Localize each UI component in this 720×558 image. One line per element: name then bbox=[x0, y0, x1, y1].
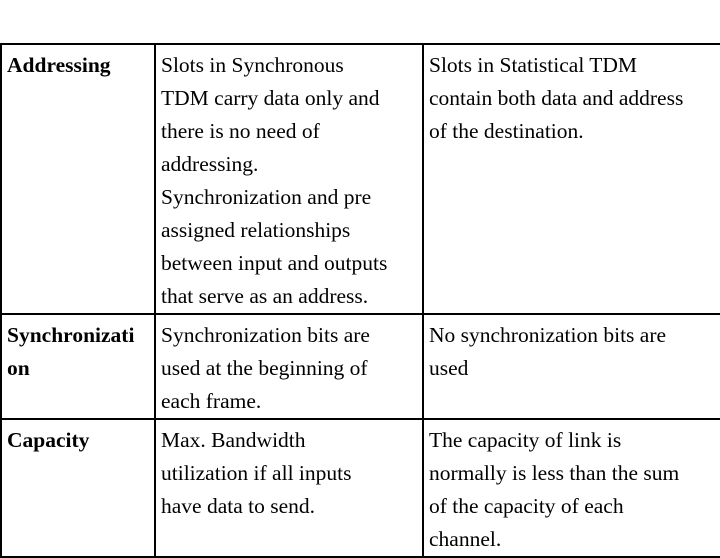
statistical-text-line: contain both data and address bbox=[429, 86, 684, 110]
statistical-cell bbox=[423, 419, 720, 557]
statistical-text-line: The capacity of link is bbox=[429, 428, 622, 452]
synchronous-text-line: Synchronization bits are bbox=[161, 323, 370, 347]
synchronous-cell bbox=[155, 419, 423, 557]
statistical-cell bbox=[423, 314, 720, 419]
feature-label-line: on bbox=[7, 356, 30, 380]
feature-label-line: Synchronizati bbox=[7, 323, 135, 347]
synchronous-text-line: that serve as an address. bbox=[161, 284, 369, 308]
synchronous-text-line: assigned relationships bbox=[161, 218, 351, 242]
synchronous-text-line: there is no need of bbox=[161, 119, 320, 143]
synchronous-text-line: TDM carry data only and bbox=[161, 86, 380, 110]
statistical-text-line: Slots in Statistical TDM bbox=[429, 53, 638, 77]
synchronous-text-line: Slots in Synchronous bbox=[161, 53, 344, 77]
statistical-text-line: channel. bbox=[429, 527, 502, 551]
statistical-text-line: normally is less than the sum bbox=[429, 461, 680, 485]
feature-cell bbox=[1, 44, 155, 314]
synchronous-cell bbox=[155, 44, 423, 314]
statistical-text-line: No synchronization bits are bbox=[429, 323, 667, 347]
statistical-text-line: of the destination. bbox=[429, 119, 584, 143]
table-row-synchronization bbox=[1, 314, 720, 419]
synchronous-text-line: utilization if all inputs bbox=[161, 461, 352, 485]
statistical-text-line: used bbox=[429, 356, 469, 380]
synchronous-text-line: between input and outputs bbox=[161, 251, 388, 275]
comparison-table bbox=[0, 43, 720, 558]
synchronous-text-line: addressing. bbox=[161, 152, 259, 176]
synchronous-text-line: Synchronization and pre bbox=[161, 185, 372, 209]
table-row-capacity bbox=[1, 419, 720, 557]
statistical-cell bbox=[423, 44, 720, 314]
synchronous-cell bbox=[155, 314, 423, 419]
feature-cell bbox=[1, 419, 155, 557]
feature-label-line: Addressing bbox=[7, 53, 111, 77]
statistical-text-line: of the capacity of each bbox=[429, 494, 624, 518]
synchronous-text-line: Max. Bandwidth bbox=[161, 428, 306, 452]
synchronous-text-line: each frame. bbox=[161, 389, 262, 413]
feature-label-line: Capacity bbox=[7, 428, 90, 452]
synchronous-text-line: have data to send. bbox=[161, 494, 316, 518]
synchronous-text-line: used at the beginning of bbox=[161, 356, 368, 380]
table-row-addressing bbox=[1, 44, 720, 314]
feature-cell bbox=[1, 314, 155, 419]
